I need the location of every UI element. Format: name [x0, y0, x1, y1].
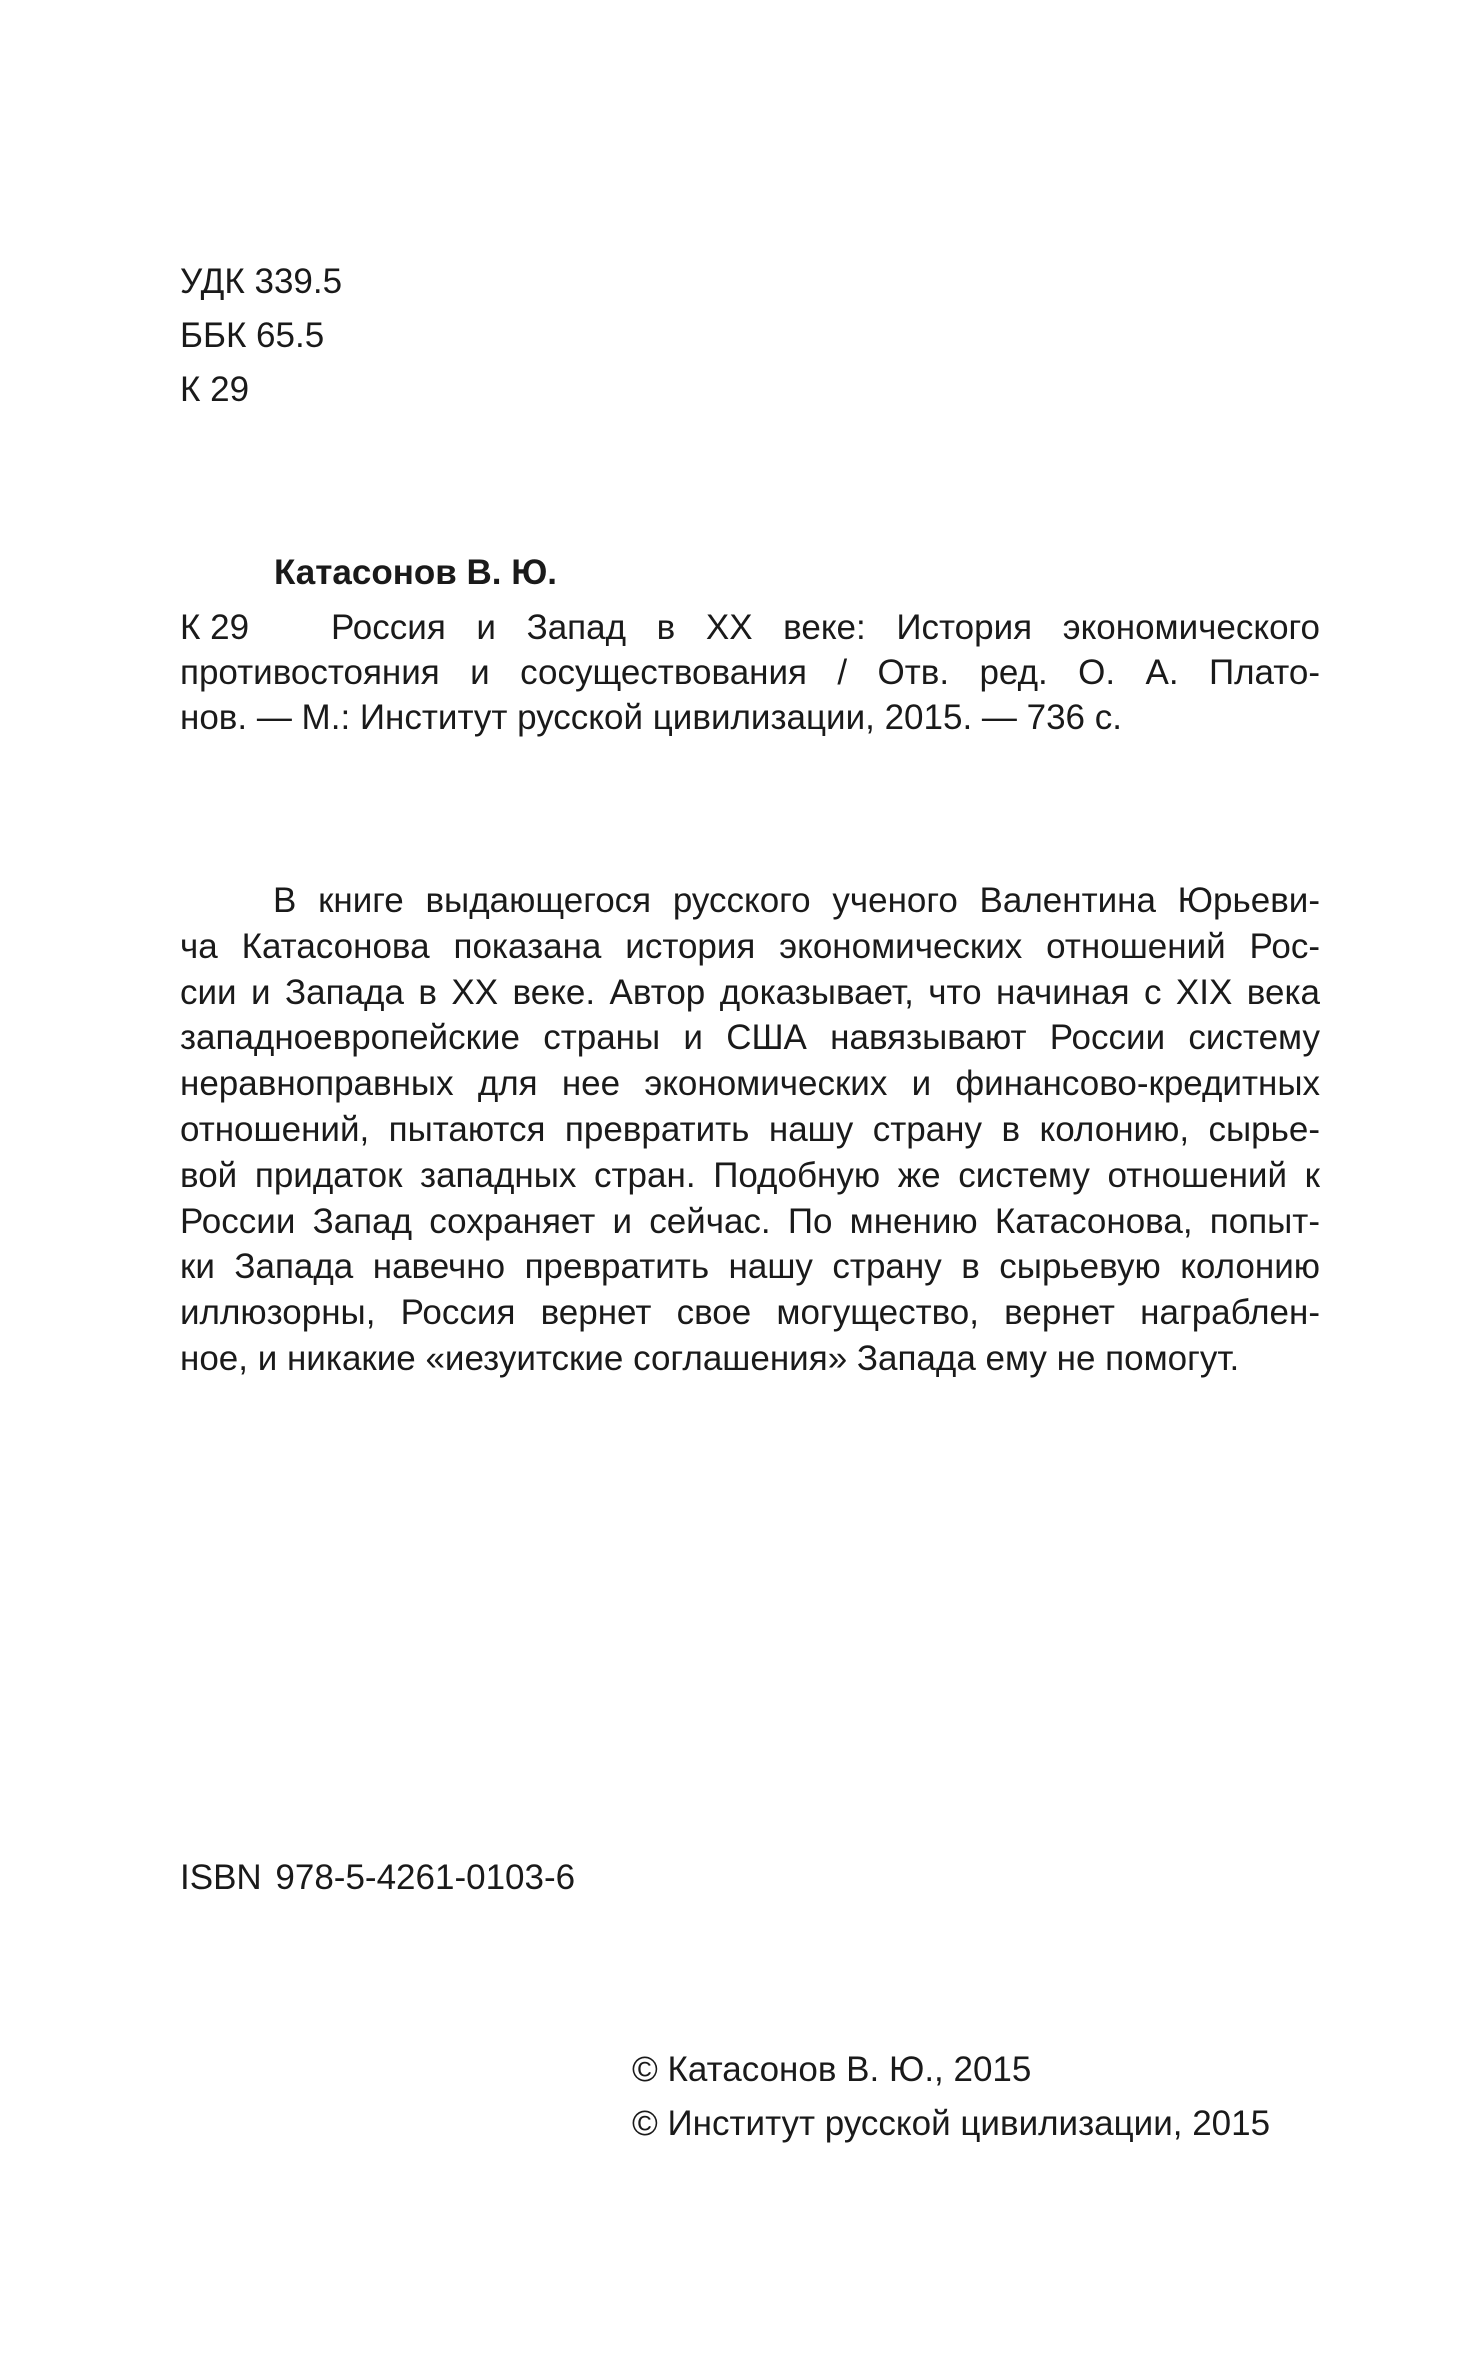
annotation-line: вой придаток западных стран. Подобную же систему отношений к — [180, 1155, 1320, 1195]
copyright-author: © Катасонов В. Ю., 2015 — [632, 2050, 1032, 2089]
annotation-line: отношений, пытаются превратить нашу страну в колонию, сырье- — [180, 1109, 1320, 1149]
isbn: ISBN 978-5-4261-0103-6 — [180, 1858, 576, 1897]
annotation-line: неравноправных для нее экономических и финансово-кредитных — [180, 1064, 1320, 1104]
entry-line: Россия и Запад в XX веке: История экономического — [331, 608, 1320, 647]
annotation-line: ча Катасонова показана история экономических отношений Рос- — [180, 926, 1320, 966]
entry-line: нов. — М.: Институт русской цивилизации, 2015. — 736 с. — [180, 698, 1122, 737]
entry-author: Катасонов В. Ю. — [274, 553, 558, 592]
annotation-line: иллюзорны, Россия вернет свое могущество, вернет награблен- — [180, 1293, 1320, 1333]
copyright-block — [632, 2043, 1270, 2151]
bibliographic-entry — [180, 605, 1320, 740]
bbk-code: ББК 65.5 — [180, 316, 325, 355]
copyright-publisher: © Институт русской цивилизации, 2015 — [632, 2104, 1271, 2143]
annotation — [180, 878, 1320, 1382]
annotation-line: ное, и никакие «иезуитские соглашения» Запада ему не помогут. — [180, 1338, 1240, 1378]
annotation-line: России Запад сохраняет и сейчас. По мнению Катасонова, попыт- — [180, 1201, 1320, 1241]
annotation-line: В книге выдающегося русского ученого Валентина Юрьеви- — [273, 881, 1320, 920]
udk-code: УДК 339.5 — [180, 262, 343, 301]
annotation-line: ки Запада навечно превратить нашу страну в сырьевую колонию — [180, 1247, 1320, 1287]
entry-code: К 29 — [180, 608, 250, 647]
classification-codes — [180, 255, 342, 417]
author-mark: К 29 — [180, 370, 250, 409]
entry-line: противостояния и сосуществования / Отв. ред. О. А. Плато- — [180, 653, 1320, 692]
annotation-line: сии и Запада в XX веке. Автор доказывает, что начиная с XIX века — [180, 972, 1320, 1012]
annotation-line: западноевропейские страны и США навязывают России систему — [180, 1018, 1320, 1058]
